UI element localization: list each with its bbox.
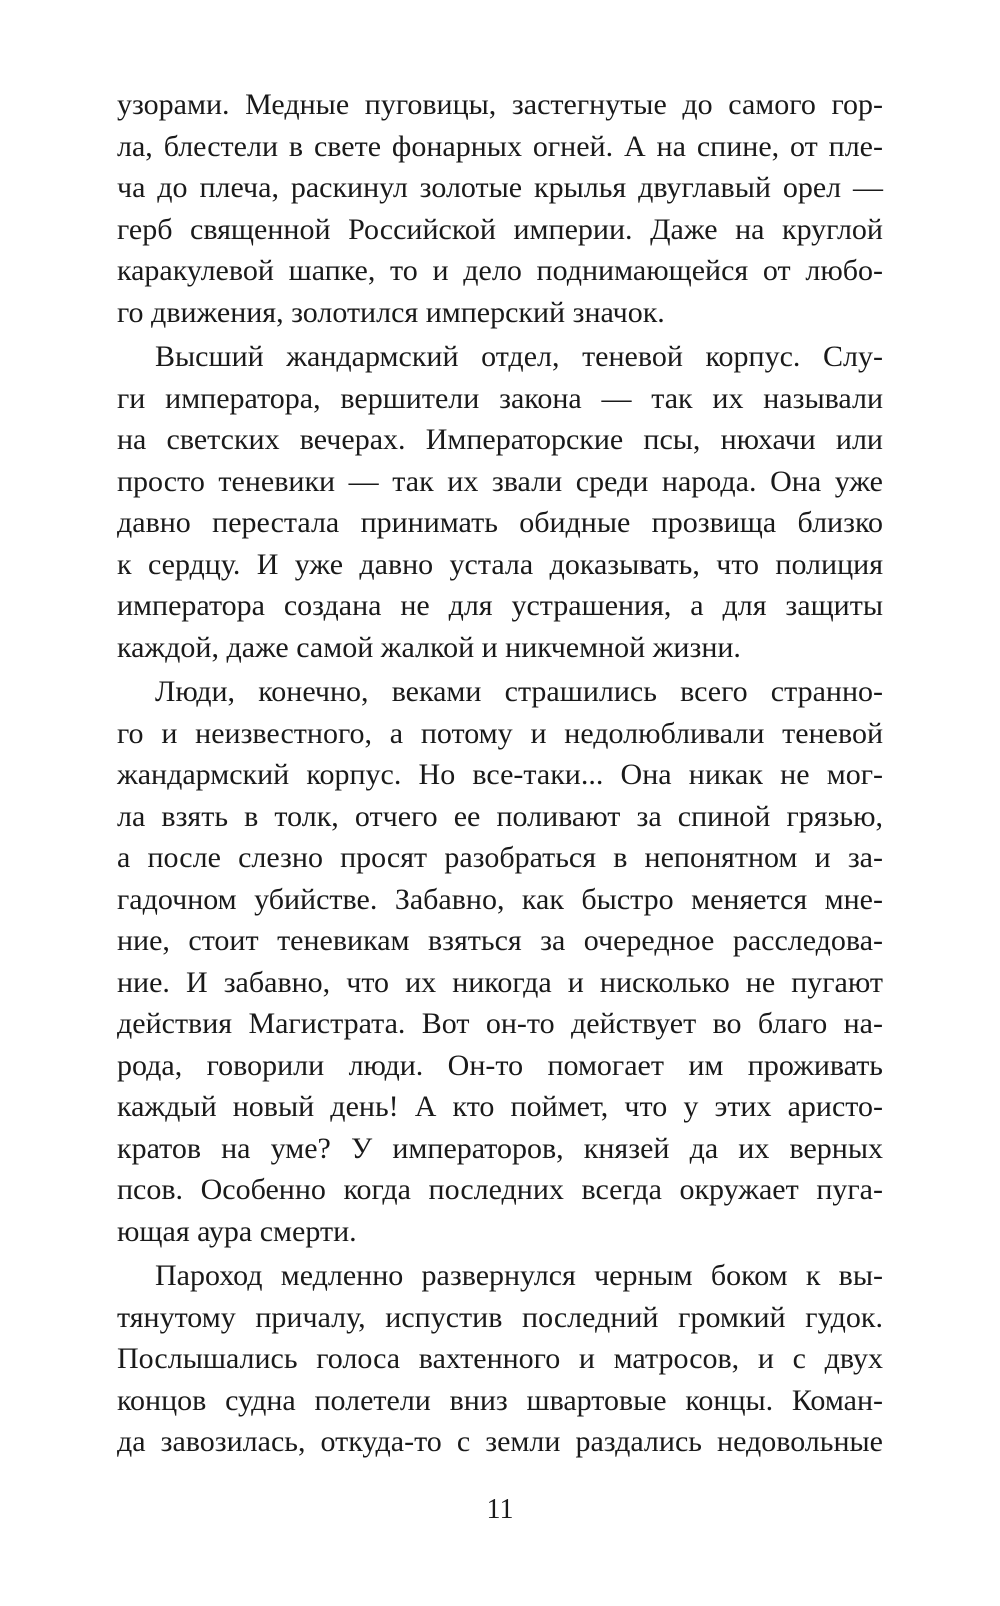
paragraph-3 — [117, 671, 883, 1252]
text-line: гадочном убийстве. Забавно, как быстро меняется мне- — [117, 882, 883, 916]
text-line: ние. И забавно, что их никогда и нисколько не пугают — [117, 965, 883, 999]
paragraph-4 — [117, 1255, 883, 1463]
text-line: рода, говорили люди. Он-то помогает им проживать — [117, 1048, 883, 1082]
text-line: узорами. Медные пуговицы, застегнутые до самого гор- — [117, 88, 883, 121]
text-line: ние, стоит теневикам взяться за очередное расследова- — [117, 924, 883, 957]
body-text — [117, 84, 883, 1463]
text-line: го и неизвестного, а потому и недолюбливали теневой — [117, 716, 883, 750]
text-line: на светских вечерах. Императорские псы, нюхачи или — [117, 423, 883, 456]
text-line: каракулевой шапке, то и дело поднимающейся от любо- — [117, 254, 883, 287]
text-line: а после слезно просят разобраться в непонятном и за- — [117, 841, 883, 874]
text-line: го движения, золотился имперский значок. — [117, 295, 665, 329]
text-line: жандармский корпус. Но все-таки... Она никак не мог- — [117, 758, 883, 791]
text-line: псов. Особенно когда последних всегда окружает пуга- — [117, 1173, 883, 1206]
paragraph-1 — [117, 84, 883, 333]
paragraph-2 — [117, 336, 883, 668]
text-line: ла, блестели в свете фонарных огней. А на спине, от пле- — [117, 129, 883, 163]
text-line: герб священной Российской империи. Даже на круглой — [117, 212, 883, 246]
text-line: каждой, даже самой жалкой и никчемной жизни. — [117, 630, 741, 664]
text-line: просто теневики — так их звали среди народа. Она уже — [117, 464, 883, 498]
text-line: да завозилась, откуда-то с земли раздались недовольные — [117, 1425, 883, 1458]
text-line: Пароход медленно развернулся черным боком к вы- — [155, 1259, 883, 1292]
text-line: ча до плеча, раскинул золотые крылья двуглавый орел — — [117, 171, 883, 204]
page-number: 11 — [486, 1494, 514, 1525]
text-line: действия Магистрата. Вот он-то действует во благо на- — [117, 1007, 883, 1040]
text-line: ла взять в толк, отчего ее поливают за спиной грязью, — [117, 799, 883, 833]
text-line: Послышались голоса вахтенного и матросов, и с двух — [117, 1342, 883, 1375]
text-line: ющая аура смерти. — [117, 1214, 357, 1248]
text-line: императора создана не для устрашения, а для защиты — [117, 589, 883, 622]
text-line: давно перестала принимать обидные прозвища близко — [117, 506, 883, 539]
text-line: Люди, конечно, веками страшились всего странно- — [155, 675, 883, 708]
text-line: кратов на уме? У императоров, князей да их верных — [117, 1131, 883, 1165]
text-line: ги императора, вершители закона — так их называли — [117, 381, 883, 415]
text-line: Высший жандармский отдел, теневой корпус. Слу- — [155, 340, 883, 373]
text-line: тянутому причалу, испустив последний громкий гудок. — [117, 1300, 883, 1334]
text-line: концов судна полетели вниз швартовые концы. Коман- — [117, 1383, 883, 1417]
text-line: каждый новый день! А кто поймет, что у этих аристо- — [117, 1090, 883, 1123]
text-line: к сердцу. И уже давно устала доказывать, что полиция — [117, 547, 883, 581]
